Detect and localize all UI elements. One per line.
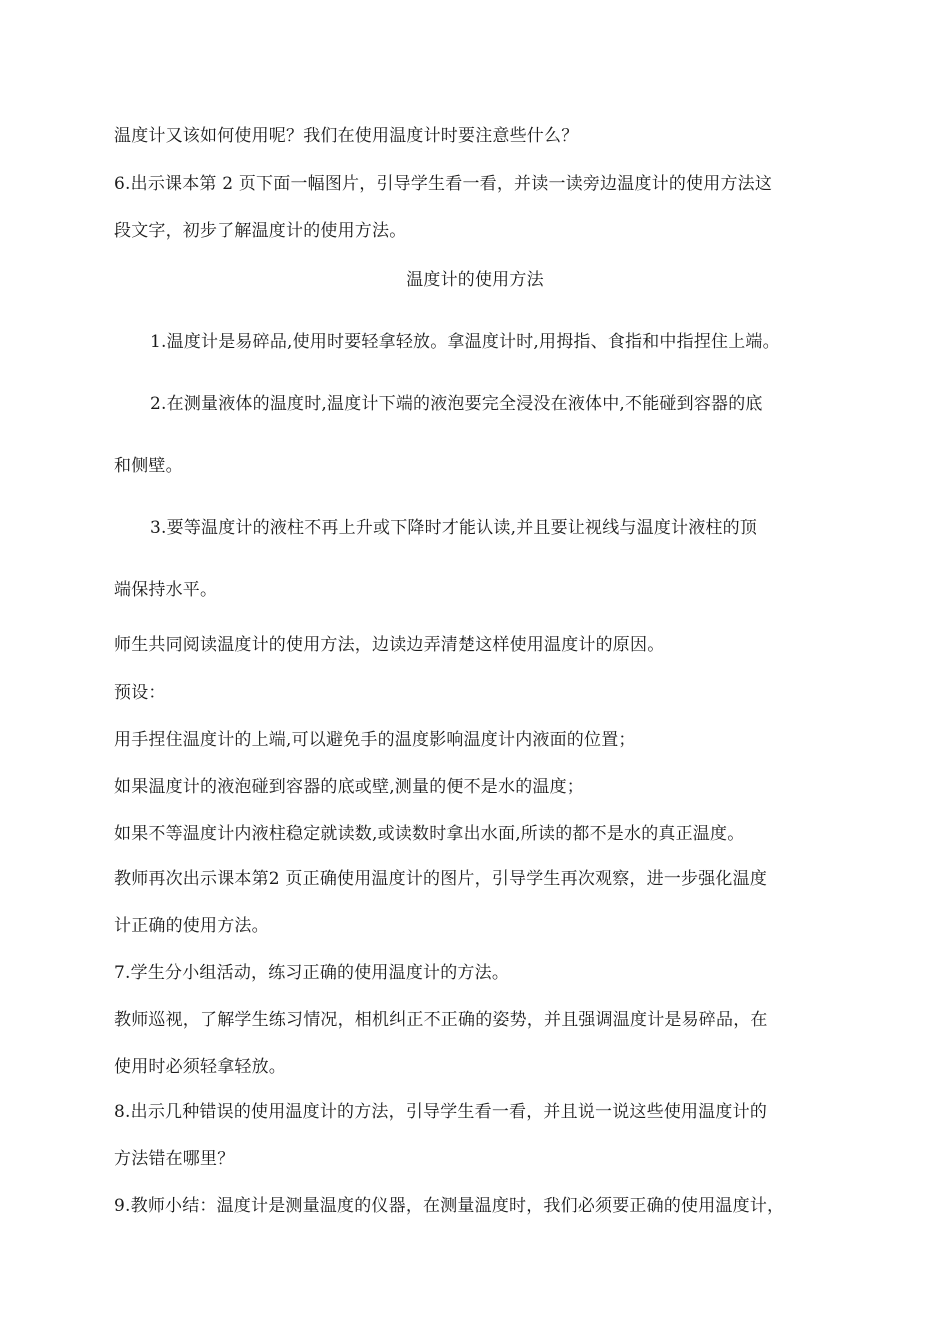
section-heading: 温度计的使用方法: [406, 270, 544, 290]
paragraph-line: 3.要等温度计的液柱不再上升或下降时才能认读,并且要让视线与温度计液柱的顶: [150, 518, 758, 538]
paragraph-line: 如果温度计的液泡碰到容器的底或壁,测量的便不是水的温度；: [114, 777, 585, 797]
paragraph-line: 师生共同阅读温度计的使用方法，边读边弄清楚这样使用温度计的原因。: [114, 635, 665, 655]
paragraph-line: 如果不等温度计内液柱稳定就读数,或读数时拿出水面,所读的都不是水的真正温度。: [114, 824, 745, 844]
paragraph-line: 教师再次出示课本第2 页正确使用温度计的图片，引导学生再次观察，进一步强化温度: [114, 869, 768, 889]
paragraph-line: 方法错在哪里？: [114, 1149, 235, 1169]
paragraph-line: 7.学生分小组活动，练习正确的使用温度计的方法。: [114, 963, 510, 983]
paragraph-line: 教师巡视，了解学生练习情况，相机纠正不正确的姿势，并且强调温度计是易碎品，在: [114, 1010, 768, 1030]
paragraph-line: 预设：: [114, 683, 166, 703]
paragraph-line: 6.出示课本第 2 页下面一幅图片，引导学生看一看，并读一读旁边温度计的使用方法这: [114, 174, 773, 194]
paragraph-line: 使用时必须轻拿轻放。: [114, 1057, 286, 1077]
paragraph-line: 温度计又该如何使用呢？我们在使用温度计时要注意些什么？: [114, 126, 579, 146]
paragraph-line: 1.温度计是易碎品,使用时要轻拿轻放。拿温度计时,用拇指、食指和中指捏住上端。: [150, 332, 780, 352]
paragraph-line: 8.出示几种错误的使用温度计的方法，引导学生看一看，并且说一说这些使用温度计的: [114, 1102, 768, 1122]
paragraph-line: 9.教师小结：温度计是测量温度的仪器，在测量温度时，我们必须要正确的使用温度计，: [114, 1196, 785, 1216]
paragraph-line: 端保持水平。: [114, 580, 218, 600]
paragraph-line: 和侧壁。: [114, 456, 183, 476]
paragraph-line: 段文字，初步了解温度计的使用方法。: [114, 221, 407, 241]
paragraph-line: 计正确的使用方法。: [114, 916, 269, 936]
paragraph-line: 用手捏住温度计的上端,可以避免手的温度影响温度计内液面的位置；: [114, 730, 636, 750]
paragraph-line: 2.在测量液体的温度时,温度计下端的液泡要完全浸没在液体中,不能碰到容器的底: [150, 394, 763, 414]
